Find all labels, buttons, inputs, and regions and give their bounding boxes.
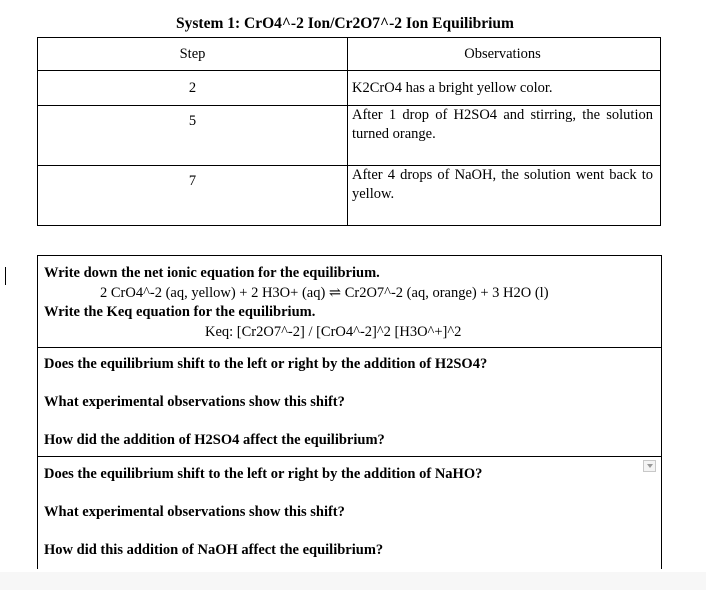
dropdown-arrow-icon[interactable] bbox=[643, 460, 656, 472]
bottom-bar bbox=[0, 572, 706, 590]
table-header-row bbox=[38, 38, 661, 71]
observations-table bbox=[37, 37, 661, 226]
question-h2so4-observations: What experimental observations show this shift? bbox=[44, 394, 345, 410]
question-keq: Write the Keq equation for the equilibrium. bbox=[44, 304, 316, 320]
question-naoh-observations: What experimental observations show this shift? bbox=[44, 504, 345, 520]
step-cell: 2 bbox=[38, 71, 348, 106]
observation-cell[interactable]: After 1 drop of H2SO4 and stirring, the solution turned orange. bbox=[348, 106, 661, 166]
observation-cell[interactable]: K2CrO4 has a bright yellow color. bbox=[348, 71, 661, 106]
step-cell: 7 bbox=[38, 166, 348, 226]
question-naoh-shift: Does the equilibrium shift to the left or right by the addition of NaHO? bbox=[44, 466, 483, 482]
naoh-section bbox=[38, 457, 661, 569]
question-h2so4-shift: Does the equilibrium shift to the left or right by the addition of H2SO4? bbox=[44, 356, 488, 372]
step-header: Step bbox=[38, 38, 348, 71]
question-naoh-effect: How did this addition of NaOH affect the equilibrium? bbox=[44, 542, 384, 558]
equation-section bbox=[38, 256, 661, 348]
step-cell: 5 bbox=[38, 106, 348, 166]
question-net-ionic: Write down the net ionic equation for the equilibrium. bbox=[44, 265, 380, 281]
keq-expression[interactable]: Keq: [Cr2O7^-2] / [CrO4^-2]^2 [H3O^+]^2 bbox=[205, 324, 462, 340]
table-row bbox=[38, 71, 661, 106]
table-row bbox=[38, 106, 661, 166]
h2so4-section bbox=[38, 348, 661, 457]
question-h2so4-effect: How did the addition of H2SO4 affect the equilibrium? bbox=[44, 432, 385, 448]
table-row bbox=[38, 166, 661, 226]
observation-cell[interactable]: After 4 drops of NaOH, the solution went back to yellow. bbox=[348, 166, 661, 226]
text-cursor bbox=[5, 267, 6, 285]
questions-box bbox=[37, 255, 662, 569]
document-title: System 1: CrO4^-2 Ion/Cr2O7^-2 Ion Equilibrium bbox=[176, 15, 514, 32]
observations-header: Observations bbox=[348, 38, 661, 71]
net-ionic-equation[interactable]: 2 CrO4^-2 (aq, yellow) + 2 H3O+ (aq) ⇌ Cr2O7^-2 (aq, orange) + 3 H2O (l) bbox=[100, 285, 549, 301]
